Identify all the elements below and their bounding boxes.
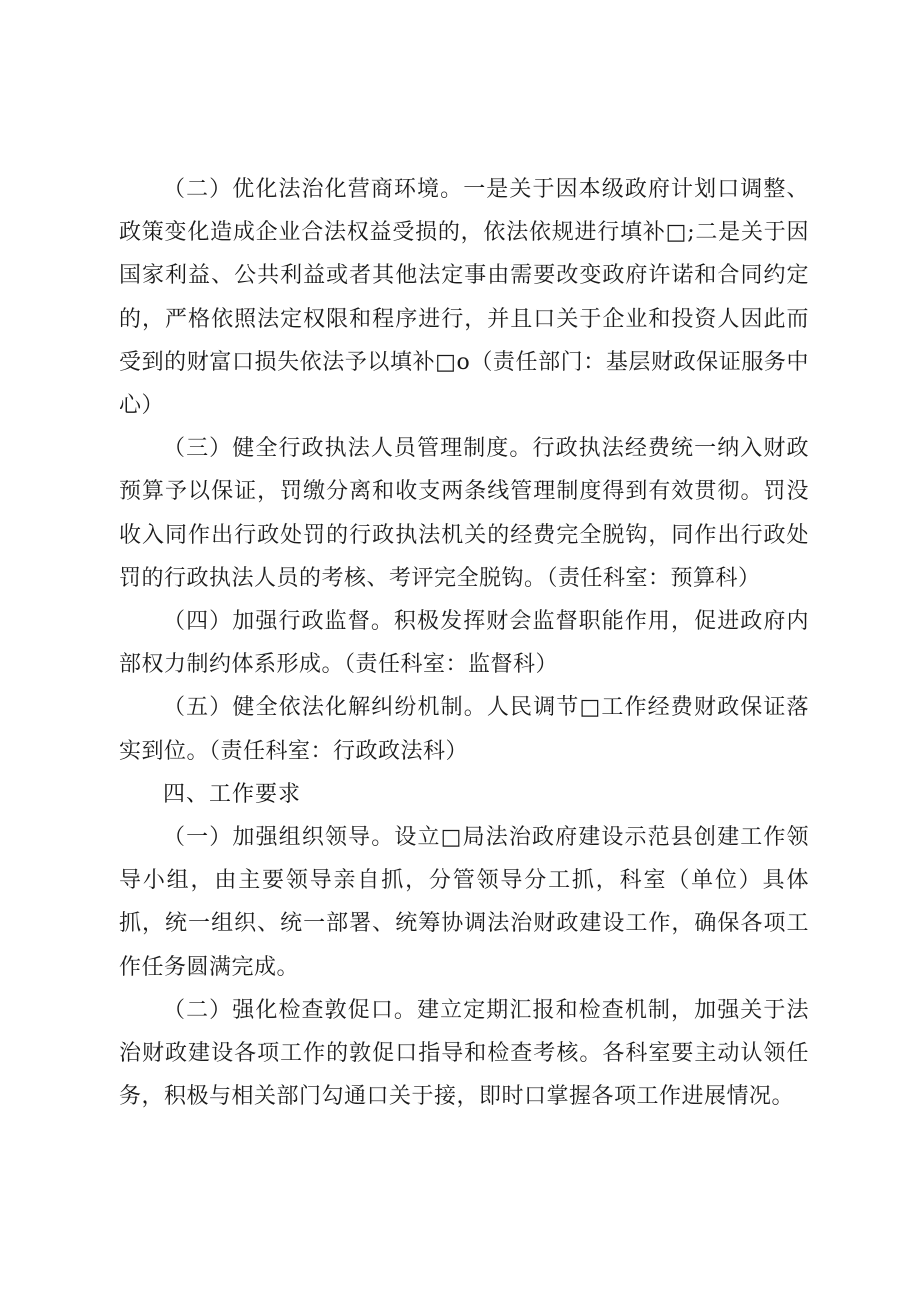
paragraph-organizational-leadership: （一）加强组织领导。设立□局法治政府建设示范县创建工作领导小组，由主要领导亲自抓，分管领导分工抓，科室（单位）具体抓，统一组织、统一部署、统筹协调法治财政建设工作，确保各项工作任务圆满完成。: [119, 825, 809, 980]
document-body: [119, 168, 809, 1118]
section-heading-work-requirements: 四、工作要求: [163, 781, 302, 807]
paragraph-business-environment: （二）优化法治化营商环境。一是关于因本级政府计划口调整、政策变化造成企业合法权益受损的，依法依规进行填补□;二是关于因国家利益、公共利益或者其他法定事由需要改变政府许诺和合同约定的，严格依照法定权限和程序进行，并且口关于企业和投资人因此而受到的财富口损失依法予以填补□o（责任部门：基层财政保证服务中心）: [119, 177, 809, 419]
paragraph-law-enforcement-personnel: （三）健全行政执法人员管理制度。行政执法经费统一纳入财政预算予以保证，罚缴分离和收支两条线管理制度得到有效贯彻。罚没收入同作出行政处罚的行政执法机关的经费完全脱钩，同作出行政处罚的行政执法人员的考核、考评完全脱钩。（责任科室：预算科）: [119, 436, 809, 591]
paragraph-dispute-resolution: （五）健全依法化解纠纷机制。人民调节□工作经费财政保证落实到位。（责任科室：行政政法科）: [119, 695, 809, 764]
paragraph-inspection-supervision: （二）强化检查敦促口。建立定期汇报和检查机制，加强关于法治财政建设各项工作的敦促口指导和检查考核。各科室要主动认领任务，积极与相关部门勾通口关于接，即时口掌握各项工作进展情况。: [119, 997, 809, 1110]
paragraph-administrative-supervision: （四）加强行政监督。积极发挥财会监督职能作用，促进政府内部权力制约体系形成。（责任科室：监督科）: [119, 609, 809, 678]
